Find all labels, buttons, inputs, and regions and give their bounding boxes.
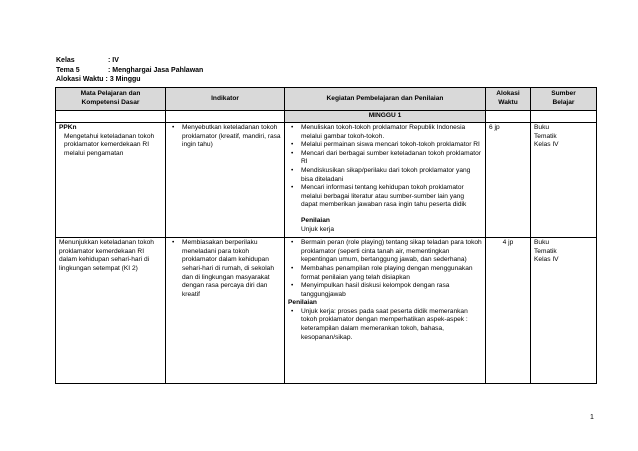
row1-kd-cell xyxy=(56,123,166,238)
list-item: • Melalui permainan siswa mencari tokoh-tokoh proklamator RI xyxy=(288,141,482,150)
week-label: MINGGU 1 xyxy=(285,111,486,123)
row2-kd-cell: Menunjukkan keteladanan tokoh proklamator kemerdekaan RI dalam kehidupan sehari-hari di lingkungan setempat (KI 2) xyxy=(56,238,166,384)
page-number: 1 xyxy=(590,414,594,421)
list-item: • Mencari informasi tentang kehidupan tokoh proklamator melalui berbagai literatur atau sumber-sumber lain yang dapat memberikan jawaban rasa ingin tahu peserta didik xyxy=(288,184,482,210)
table-row xyxy=(56,123,597,238)
header-alokasi: Alokasi Waktu xyxy=(486,88,531,111)
alokasi-value: : 3 Minggu xyxy=(105,76,141,83)
sumber-line: Buku xyxy=(534,124,550,131)
row1-kegiatan-cell xyxy=(285,123,486,238)
meta-kelas xyxy=(56,56,203,66)
header-sumber: Sumber Belajar xyxy=(531,88,597,111)
meta-tema xyxy=(56,66,203,76)
row1-alokasi-cell: 6 jp xyxy=(486,123,531,238)
sumber-line: Buku xyxy=(534,239,550,247)
row1-penilaian-label: Penilaian xyxy=(301,216,330,224)
list-item: • Menyebutkan keteladanan tokoh proklamator (kreatif, mandiri, rasa ingin tahu) xyxy=(169,124,281,150)
row1-penilaian-text: Unjuk kerja xyxy=(301,225,334,233)
list-item: • Mencari dari berbagai sumber keteladanan tokoh proklamator RI xyxy=(288,150,482,167)
header-indikator: Indikator xyxy=(166,88,285,111)
row2-penilaian-label: Penilaian xyxy=(288,299,317,307)
row2-indikator-cell xyxy=(166,238,285,384)
row1-sumber-cell xyxy=(531,123,597,238)
tema-label: Tema 5 xyxy=(56,66,80,74)
list-item: • Unjuk kerja: proses pada saat peserta didik memerankan tokoh proklamator dengan memperhatikan aspek-aspek : keterampilan dalam memerankan tokoh, bahasa, kesopanan/sikap. xyxy=(288,308,482,342)
row2-alokasi-cell: 4 jp xyxy=(486,238,531,384)
subject-label: PPKn xyxy=(59,124,77,131)
document-meta xyxy=(56,56,203,85)
kelas-value: : IV xyxy=(108,57,119,64)
list-item: • Mendiskusikan sikap/perilaku dari tokoh proklamator yang bisa diteladani xyxy=(288,167,482,184)
row2-kegiatan-cell xyxy=(285,238,486,384)
row1-kd-text: Mengetahui keteladanan tokoh proklamator kemerdekaan RI melalui pengamatan xyxy=(64,132,155,157)
alokasi-label: Alokasi Waktu xyxy=(56,76,104,83)
week-row xyxy=(56,111,597,123)
tema-value: : Menghargai Jasa Pahlawan xyxy=(108,66,204,74)
row1-indikator-cell xyxy=(166,123,285,238)
header-kegiatan: Kegiatan Pembelajaran dan Penilaian xyxy=(285,88,486,111)
list-item: • Bermain peran (role playing) tentang sikap teladan para tokoh proklamator (seperti cinta tanah air, mementingkan kepentingan umum, bertanggung jawab, dan sederhana) xyxy=(288,239,482,265)
list-item: • Menyimpulkan hasil diskusi kelompok dengan rasa tanggungjawab xyxy=(288,282,482,299)
sumber-line: Kelas IV xyxy=(534,256,559,264)
header-mapel: Mata Pelajaran dan Kompetensi Dasar xyxy=(56,88,166,111)
sumber-line: Kelas IV xyxy=(534,141,559,149)
sumber-line: Tematik xyxy=(534,132,557,140)
sumber-line: Tematik xyxy=(534,247,557,255)
list-item: • Membiasakan berperilaku meneladani para tokoh proklamator dalam kehidupan sehari-hari di rumah, di sekolah dan di lingkungan masyarakat dengan rasa percaya diri dan kreatif xyxy=(169,239,281,299)
list-item: • Menuliskan tokoh-tokoh proklamator Republik Indonesia melalui gambar tokoh-tokoh. xyxy=(288,124,482,141)
meta-alokasi xyxy=(56,75,203,85)
table-header-row xyxy=(56,88,597,111)
lesson-plan-table xyxy=(55,87,597,384)
kelas-label: Kelas xyxy=(56,57,75,64)
list-item: • Membahas penampilan role playing dengan menggunakan format penilaian yang telah disiapkan xyxy=(288,265,482,282)
row2-sumber-cell xyxy=(531,238,597,384)
table-row xyxy=(56,238,597,384)
